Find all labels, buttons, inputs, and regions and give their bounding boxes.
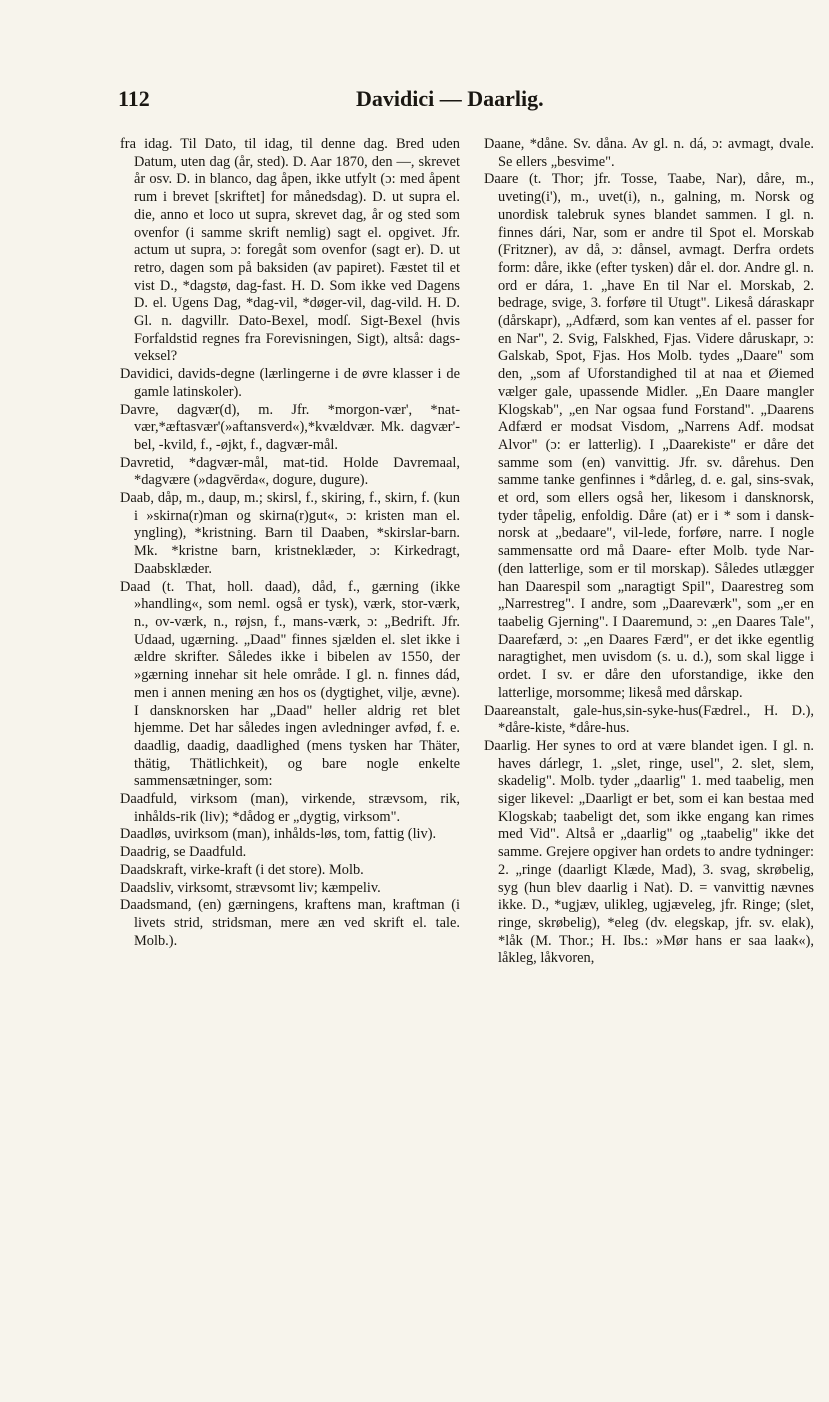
page-number: 112 bbox=[118, 86, 150, 111]
entry-daarlig: Daarlig. Her synes to ord at være blandet igen. I gl. n. haves dárlegr, 1. „slet, ringe, usel", 2. slet, slem, skadelig". Molb. tyder „daarlig" 1. med taabelig, men siger likevel: „Daarligt er bet, som ei kan bestaa med Klogskab; taabeligt det, som ikke engang kan rimes med Vid". Altså er „daarlig" og „taabelig" ikke det samme. Grejere opgiver han ordets to andre tydninger: 2. „ringe (daarligt Klæde, Mad), 3. svag, skrøbelig, syg (hun blev daarlig i Nat). D. = vanvittig nævnes ikke. D., *ugjæv, ulikleg, ugjæveleg, jfr. Ringe; (slet, ringe, skrøbelig), *eleg (dv. elegskap, jfr. sv. elak), *låk (M. Thor.; H. Ibs.: »Mør hans er saa laak«), låkleg, låkvoren, bbox=[484, 737, 814, 967]
entry-daane: Daane, *dåne. Sv. dåna. Av gl. n. dá, ɔ: avmagt, dvale. Se ellers „besvime". bbox=[484, 136, 814, 170]
page-header bbox=[118, 84, 766, 124]
left-column bbox=[120, 136, 460, 950]
right-column bbox=[484, 136, 814, 968]
entry-daadsmand: Daadsmand, (en) gærningens, kraftens man, kraftman (i livets strid, stridsman, mere æn ved skrift el. tale. Molb.). bbox=[120, 897, 460, 949]
entry-daareanstalt: Daareanstalt, gale-hus,sin-syke-hus(Fædrel., H. D.), *dåre-kiste, *dåre-hus. bbox=[484, 702, 814, 737]
entry-davidici: Davidici, davids-degne (lærlingerne i de øvre klasser i de gamle latinskoler). bbox=[120, 366, 460, 400]
entry-daab: Daab, dåp, m., daup, m.; skirsl, f., skiring, f., skirn, f. (kun i »skirna(r)man og skirna(r)gut«, ɔ: kristen man el. yngling), *kristning. Barn til Daaben, *skirslar-barn. Mk. *kristne barn, kristneklæder, ɔ: Kirkedragt, Daabsklæder. bbox=[120, 490, 460, 577]
entry-daadfuld: Daadfuld, virksom (man), virkende, strævsom, rik, inhålds-rik (liv); *dådog er „dygtig, virksom". bbox=[120, 791, 460, 825]
running-head: Davidici — Daarlig. bbox=[356, 86, 544, 111]
entry-daare: Daare (t. Thor; jfr. Tosse, Taabe, Nar), dåre, m., uveting(i'), m., uvet(i), n., galning, m. Norsk og unordisk talebruk synes blandet sammen. I gl. n. finnes dári, Nar, som er andre til Spot el. Morskab (Fritzner), av då, ɔ: dånsel, avmagt. Derfra ordets form: dåre, ikke (efter tysken) dår el. dor. Andre gl. n. ord er dára, 1. „have En til Nar el. Morskab, 2. bedrage, svige, 3. forføre til Utugt". Likeså dáraskapr (dårskapr), „Adfærd, som kan ventes af el. passer for en Nar", 2. Svig, Falskhed, Fjas. Videre dåruskapr, ɔ: Galskab, Spot, Fjas. Hos Molb. tydes „Daare" som den, „som af Uforstandighed til at naa et Øiemed vælger gale, upassende Midler. „En Daare mangler Klogskab", „en Nar ogsaa fund Forstand". „Daarens Adfærd er modsat Visdom, „Narrens Adf. modsat Alvor" (ɔ: er latterlig). I „Daarekiste" er dåre det samme som (en) vanvittig. Jfr. sv. dårehus. Den samme tanke genfinnes i *dårleg, d. e. gal, sins-svak, et ord, som ellers også her, likesom i dansknorsk, tyder tåpelig, enfoldig. Dåre (at) er i * som i dansk-norsk at „bedaare", vil-lede, forføre, narre. I nogle sammensatte ord må Daare- efter Molb. tyde Nar- (den latterlige, som er til morskap). Således utlægger han Daarespil som „naragtigt Spil", Daarestreg som „Narrestreg". I andre, som „Daareværk", som „er en taabelig Gjerning". I Daaremund, ɔ: „en Daares Tale", Daarefærd, ɔ: „en Daares Færd", er det ikke egentlig naragtighet, men uvisdom (s. u. d.), som skal ligge i ordet. I sv. er dåre den uforstandige, ikke den latterlige, morsomme; likeså med dårskap. bbox=[484, 171, 814, 701]
entry-daadrig: Daadrig, se Daadfuld. bbox=[120, 844, 247, 861]
entry-daadsliv: Daadsliv, virksomt, strævsomt liv; kæmpeliv. bbox=[120, 879, 381, 896]
entry-daadlos: Daadløs, uvirksom (man), inhålds-løs, tom, fattig (liv). bbox=[120, 826, 437, 843]
entry-daadskraft: Daadskraft, virke-kraft (i det store). Molb. bbox=[120, 861, 364, 878]
entry-davre: Davre, dagvær(d), m. Jfr. *morgon-vær', *nat-vær,*æftasvær'(»aftansverd«),*kvældvær. Mk. dagvær'-bel, -kvild, f., -øjkt, f., dagvær-mål. bbox=[120, 401, 460, 453]
entry-daad: Daad (t. That, holl. daad), dåd, f., gærning (ikke »handling«, som neml. også er tysk), værk, stor-værk, n., ov-værk, n., røjsn, f., mans-værk, ɔ: „Bedrift. Jfr. Udaad, ugærning. „Daad" finnes sjælden el. slet ikke i ældre skrifter. Således ikke i bibelen av 1550, der »gærning innehar sit hele område. I gl. n. finnes dád, men i annen mening æn hos os (dygtighet, vilje, ævne). I dansknorsken har „Daad" heller aldrig ret blet hjemme. Det har således ingen avledninger avfød, f. e. daadlig, daadig, daadlighed (mens tysken har Thäter, thätig, Thätlichkeit), og bare nogle enkelte sammensætninger, som: bbox=[120, 578, 460, 790]
entry-davretid: Davretid, *dagvær-mål, mat-tid. Holde Davremaal, *dagvære (»dagvērda«, dogure, dugure). bbox=[120, 454, 460, 489]
entry-dato-phrases: fra idag. Til Dato, til idag, til denne dag. Bred uden Datum, uten dag (år, sted). D. Aar 1870, den —, skrevet år osv. D. in blanco, dag åpen, ikke utfylt (ɔ: med åpent rum i brevet [skriftet] for månedsdag). D. ut supra el. die, anno et loco ut supra, skrevet dag, år og sted som ovenfor (i samme skrift nemlig) sagt el. opgivet. Jfr. actum ut supra, ɔ: foregåt som ovenfor (sagt er). D. ut retro, dagen som på baksiden (av papiret). Fæstet til et vist D., *dagstø, dag-fast. H. D. Som ikke ved Dagens D. el. Ugens Dag, *dag-vil, *døger-vil, dag-vild. H. D. Gl. n. dagvillr. Dato-Bexel, modſ. Sigt-Bexel (hvis Forfaldstid regnes fra Forevisningen, Sigt), altså: dags-veksel? bbox=[120, 136, 460, 365]
